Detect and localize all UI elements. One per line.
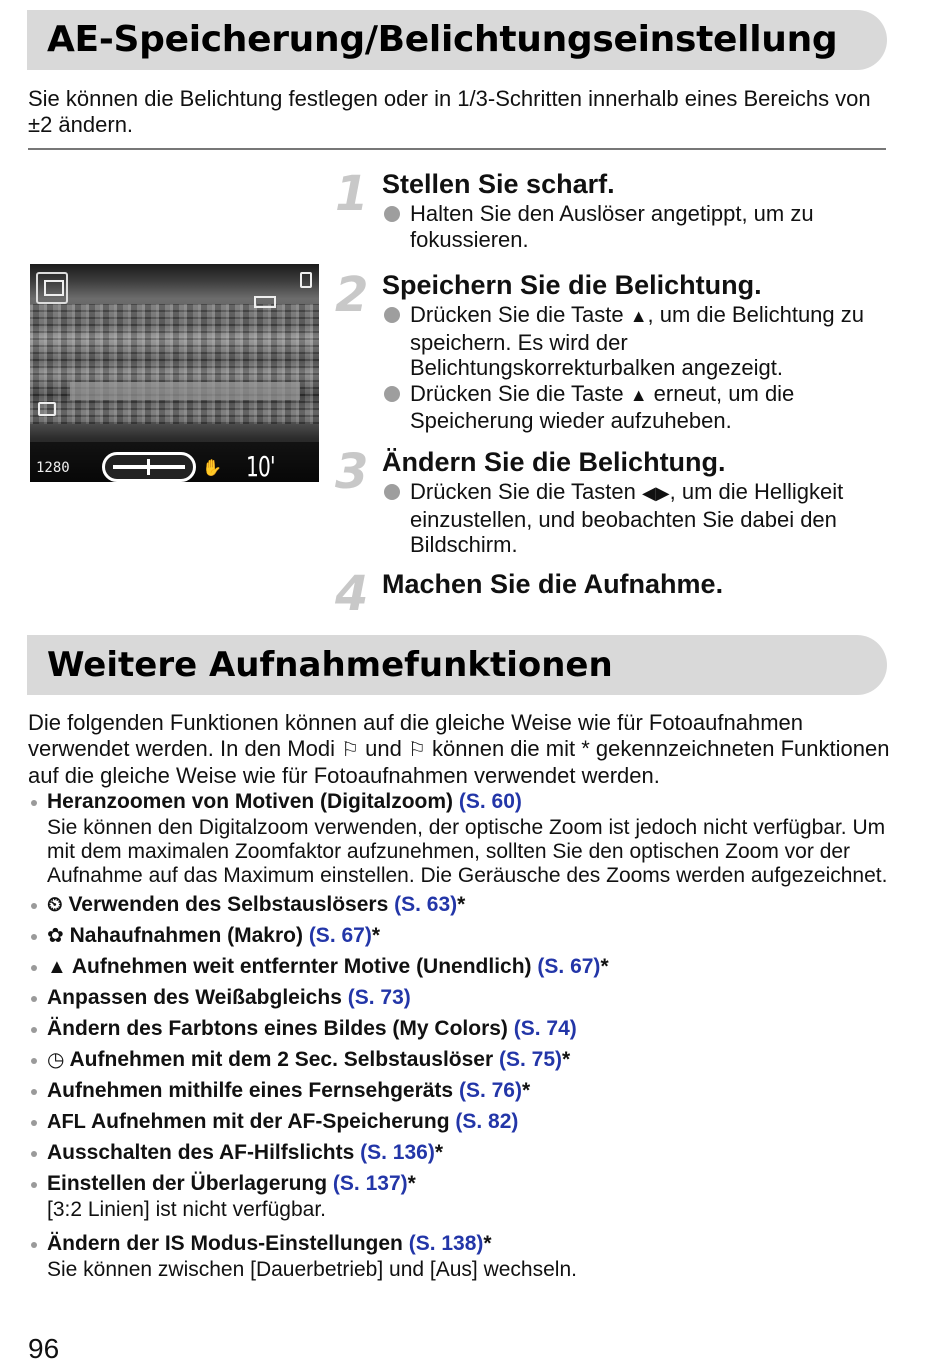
feature-label: Anpassen des Weißabgleichs bbox=[47, 986, 342, 1009]
section-title-more-functions: Weitere Aufnahmefunktionen bbox=[27, 635, 887, 695]
feature-label: Nahaufnahmen (Makro) bbox=[69, 924, 303, 947]
movie-mode-icon bbox=[36, 272, 68, 304]
bullet-text: Drücken Sie die Taste bbox=[410, 302, 630, 327]
feature-note: Sie können zwischen [Dauerbetrieb] und [Aus] wechseln. bbox=[47, 1258, 577, 1281]
step-title: Machen Sie die Aufnahme. bbox=[382, 569, 724, 599]
step-bullet bbox=[382, 381, 895, 434]
feature-infinity bbox=[28, 953, 908, 981]
lock-icon bbox=[300, 272, 312, 288]
page-number: 96 bbox=[28, 1333, 60, 1364]
step-title: Speichern Sie die Belichtung. bbox=[382, 270, 762, 300]
step-number: 2 bbox=[335, 267, 369, 323]
feature-af-assist-beam bbox=[28, 1139, 908, 1167]
feature-overlay bbox=[28, 1170, 908, 1198]
feature-label: Ausschalten des AF-Hilfslichts bbox=[47, 1141, 355, 1164]
feature-my-colors bbox=[28, 1015, 908, 1043]
star-marker: * bbox=[371, 924, 381, 947]
af-lock-icon: AFL bbox=[47, 1111, 86, 1133]
resolution-label: 1280 bbox=[36, 460, 70, 476]
2sec-timer-icon: ◷ bbox=[47, 1049, 65, 1071]
bullet-text: erneut, um die Speicherung wieder aufzuheben. bbox=[410, 380, 795, 433]
divider bbox=[28, 148, 886, 150]
scene-photo bbox=[30, 304, 319, 424]
step-3 bbox=[335, 445, 895, 558]
section-intro: Sie können die Belichtung festlegen oder in 1/3-Schritten innerhalb eines Bereichs von ±2 ändern. bbox=[28, 86, 871, 137]
image-stabilizer-icon: ✋ bbox=[202, 460, 222, 477]
bullet-text: Drücken Sie die Taste bbox=[410, 380, 630, 406]
feature-label: Ändern des Farbtons eines Bildes (My Colors) bbox=[47, 1017, 508, 1040]
up-arrow-icon: ▲ bbox=[629, 306, 648, 326]
feature-af-lock bbox=[28, 1108, 908, 1136]
step-4 bbox=[335, 566, 895, 622]
bullet-text: , um die Helligkeit einzustellen, und beobachten Sie dabei den Bildschirm. bbox=[410, 479, 844, 557]
section-title-ae-lock: AE-Speicherung/Belichtungseinstellung bbox=[27, 10, 887, 70]
page-reference-link[interactable]: (S. 74) bbox=[513, 1017, 577, 1040]
star-marker: * bbox=[562, 1048, 571, 1071]
movie-mode-a-icon: ⚐ bbox=[341, 738, 360, 761]
camera-screen-illustration bbox=[30, 264, 319, 516]
feature-label: Verwenden des Selbstauslösers bbox=[68, 893, 389, 916]
page-reference-link[interactable]: (S. 82) bbox=[455, 1110, 519, 1133]
feature-label: Einstellen der Überlagerung bbox=[47, 1172, 328, 1195]
macro-icon: ✿ bbox=[47, 925, 64, 947]
step-number: 1 bbox=[335, 166, 369, 222]
exposure-correction-bar bbox=[102, 452, 196, 482]
step-title: Stellen Sie scharf. bbox=[382, 169, 615, 199]
step-title: Ändern Sie die Belichtung. bbox=[382, 447, 726, 477]
page-reference-link[interactable]: (S. 63) bbox=[394, 893, 458, 916]
star-marker: * bbox=[483, 1232, 492, 1255]
feature-2sec-timer bbox=[28, 1046, 908, 1074]
feature-white-balance bbox=[28, 984, 908, 1012]
up-arrow-icon: ▲ bbox=[629, 384, 648, 405]
section-intro bbox=[28, 710, 908, 789]
feature-list bbox=[28, 788, 908, 1282]
step-bullet bbox=[382, 479, 895, 558]
movie-mode-s-icon: ⚐ bbox=[407, 738, 426, 761]
bullet-text: , um die Belichtung zu speichern. Es wird der Belichtungskorrekturbalken angezeigt. bbox=[410, 302, 865, 380]
feature-label: Heranzoomen von Motiven (Digitalzoom) bbox=[47, 790, 454, 813]
feature-label: Aufnehmen weit entfernter Motive (Unendlich) bbox=[71, 955, 532, 978]
left-right-arrows-icon: ◀▶ bbox=[641, 483, 670, 503]
feature-label: Aufnehmen mit dem 2 Sec. Selbstauslöser bbox=[69, 1048, 494, 1071]
self-timer-icon: ⏲ bbox=[47, 894, 63, 916]
step-bullet bbox=[382, 302, 895, 381]
mountain-icon: ▲ bbox=[47, 956, 67, 978]
step-2 bbox=[335, 268, 895, 434]
feature-macro bbox=[28, 922, 908, 950]
step-bullet: Halten Sie den Auslöser angetippt, um zu fokussieren. bbox=[382, 201, 895, 252]
intro-text: und bbox=[359, 735, 408, 761]
feature-label: Aufnehmen mithilfe eines Fernsehgeräts bbox=[47, 1079, 454, 1102]
page-reference-link[interactable]: (S. 75) bbox=[499, 1048, 563, 1071]
scene-water bbox=[70, 382, 300, 400]
battery-icon bbox=[254, 296, 276, 308]
star-marker: * bbox=[434, 1141, 444, 1164]
camera-icon bbox=[38, 402, 56, 416]
bullet-text: Drücken Sie die Tasten bbox=[410, 479, 642, 504]
page-reference-link[interactable]: (S. 73) bbox=[347, 986, 411, 1009]
star-marker: * bbox=[457, 893, 466, 916]
feature-tv-shooting bbox=[28, 1077, 908, 1105]
star-marker: * bbox=[521, 1079, 531, 1102]
feature-is-mode bbox=[28, 1230, 908, 1258]
step-1 bbox=[335, 167, 895, 252]
feature-digital-zoom bbox=[28, 788, 908, 816]
feature-label: Ändern der IS Modus-Einstellungen bbox=[47, 1232, 403, 1255]
page-reference-link[interactable]: (S. 76) bbox=[458, 1079, 522, 1102]
intro-text: können die mit * gekennzeichneten Funktionen auf die gleiche Weise wie für Fotoaufnahmen verwendet werden. bbox=[28, 735, 890, 788]
feature-label: Aufnehmen mit der AF-Speicherung bbox=[90, 1110, 450, 1133]
star-marker: * bbox=[407, 1172, 416, 1195]
star-marker: * bbox=[600, 955, 609, 978]
page-reference-link[interactable]: (S. 60) bbox=[458, 790, 522, 813]
recording-time: 10' 30" bbox=[246, 450, 279, 516]
feature-self-timer bbox=[28, 891, 908, 919]
page-reference-link[interactable]: (S. 137) bbox=[332, 1172, 408, 1195]
feature-note: Sie können den Digitalzoom verwenden, der optische Zoom ist jedoch nicht verfügbar. Um mit dem maximalen Zoomfaktor aufzunehmen, sollten Sie den optischen Zoom vor der Aufnahme auf das Maximum einstellen. Die Geräusche des Zooms werden aufgezeichnet. bbox=[47, 816, 888, 887]
intro-text: Die folgenden Funktionen können auf die gleiche Weise wie für Fotoaufnahmen verwendet werden. In den Modi bbox=[28, 710, 803, 761]
page-reference-link[interactable]: (S. 138) bbox=[408, 1232, 484, 1255]
step-number: 3 bbox=[335, 444, 369, 500]
page-reference-link[interactable]: (S. 136) bbox=[360, 1141, 435, 1164]
feature-note: [3:2 Linien] ist nicht verfügbar. bbox=[47, 1198, 326, 1221]
page-reference-link[interactable]: (S. 67) bbox=[537, 955, 601, 978]
page-reference-link[interactable]: (S. 67) bbox=[308, 924, 372, 947]
step-number: 4 bbox=[335, 566, 369, 622]
